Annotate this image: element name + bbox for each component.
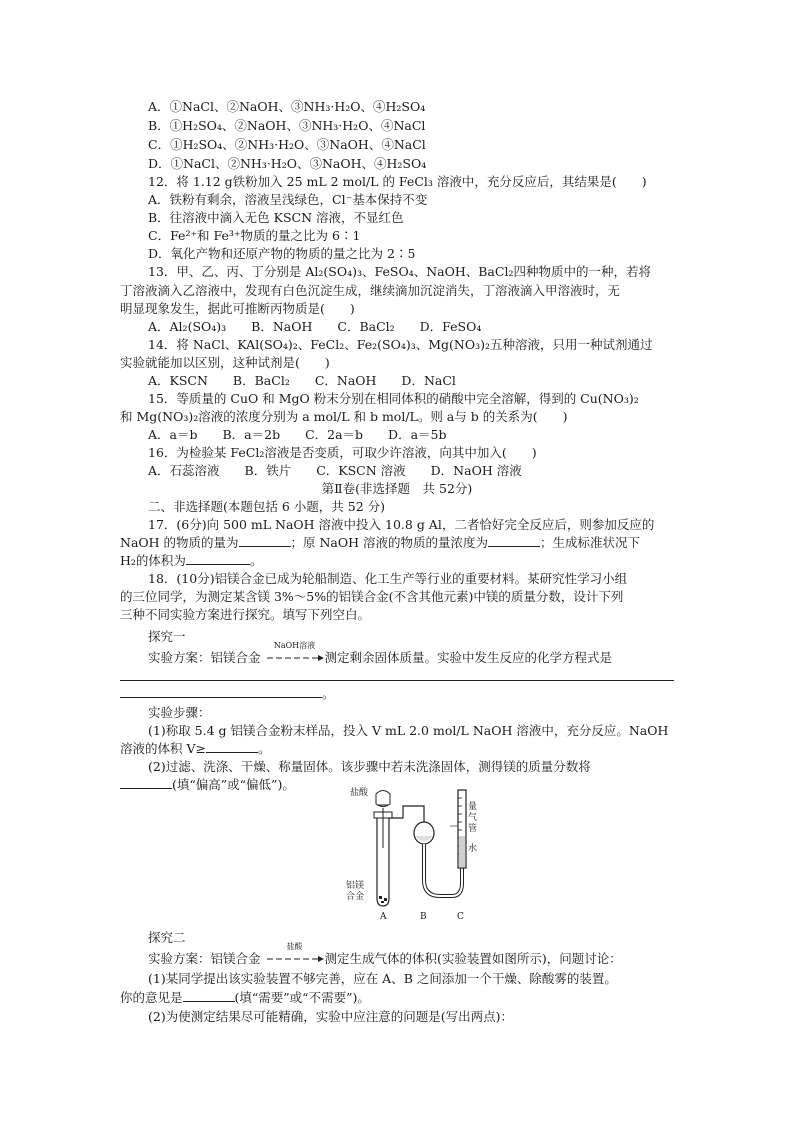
arrow-icon xyxy=(265,654,325,662)
q17-text-a: NaOH 的物质的量为 xyxy=(120,535,239,550)
steps-heading: 实验步骤： xyxy=(148,705,211,720)
q12-option-a: A．铁粉有剩余，溶液呈浅绿色，Cl⁻基本保持不变 xyxy=(148,192,428,207)
answer-blank[interactable] xyxy=(120,776,172,789)
q15-stem-line2: 和 Mg(NO₃)₂溶液的浓度分别为 a mol/L 和 b mol/L。则 a与 b 的关系为( ) xyxy=(120,409,568,424)
label-gas-burette: 量气管 xyxy=(468,802,478,834)
q16-stem: 16．为检验某 FeCl₂溶液是否变质，可取少许溶液，向其中加入( ) xyxy=(148,445,537,460)
label-alloy-line1: 铝镁 xyxy=(346,881,365,891)
explore-one-heading: 探究一 xyxy=(148,629,186,644)
explore-one-answer-end xyxy=(120,684,680,703)
explore-two-heading: 探究二 xyxy=(148,930,186,945)
q15-options: A．a＝b B．a＝2b C．2a＝b D．a＝5b xyxy=(148,427,447,442)
section-title: 第Ⅱ卷(非选择题 共 52分) xyxy=(321,481,473,496)
q18-stem-line2: 的三位同学，为测定某含镁 3%～5%的铝镁合金(不含其他元素)中镁的质量分数，设计下列 xyxy=(120,589,624,604)
answer-blank[interactable] xyxy=(206,740,258,753)
q11-option-a: A．①NaCl、②NaOH、③NH₃·H₂O、④H₂SO₄ xyxy=(148,99,426,114)
q18-stem-line1: 18．(10分)铝镁合金已成为轮船制造、化工生产等行业的重要材料。某研究性学习小组 xyxy=(148,571,628,586)
period: 。 xyxy=(257,741,271,756)
arrow-icon xyxy=(265,955,325,963)
q13-stem-line1: 13．甲、乙、丙、丁分别是 Al₂(SO₄)₃、FeSO₄、NaOH、BaCl₂四种物质中的一种，若将 xyxy=(148,264,651,279)
q14-stem-line1: 14．将 NaCl、KAl(SO₄)₂、FeCl₂、Fe₂(SO₄)₃、Mg(NO₃)₂五种溶液，只用一种试剂通过 xyxy=(148,337,653,352)
q17-text-d: H₂的体积为 xyxy=(120,553,186,568)
discussion-2-line1: (2)为使测定结果尽可能精确，实验中应注意的问题是(写出两点)： xyxy=(148,1009,513,1024)
answer-blank[interactable] xyxy=(186,552,250,565)
label-alloy-line2: 合金 xyxy=(346,892,365,902)
discussion-1-text-b: (填“需要”或“不需要”)。 xyxy=(234,990,370,1005)
answer-line[interactable] xyxy=(120,680,674,681)
step1-line2 xyxy=(120,739,680,758)
answer-blank[interactable] xyxy=(183,989,235,1002)
q18-stem-line3: 三种不同实验方案进行探究。填写下列空白。 xyxy=(120,607,371,622)
q17-text-c: ；生成标准状况下 xyxy=(540,535,641,550)
q11-option-b: B．①H₂SO₄、②NaOH、③NH₃·H₂O、④NaCl xyxy=(148,118,426,133)
q14-stem-line2: 实验就能加以区别，这种试剂是( ) xyxy=(120,355,330,370)
step2-line1: (2)过滤、洗涤、干燥、称量固体。该步骤中若未洗涤固体，测得镁的质量分数将 xyxy=(148,759,591,774)
answer-blank[interactable] xyxy=(120,685,322,698)
q17-stem-line1: 17．(6分)向 500 mL NaOH 溶液中投入 10.8 g Al，二者恰好完全反应后，则参加反应的 xyxy=(148,517,655,532)
reaction-arrow-label: NaOH溶液 xyxy=(273,641,316,650)
discussion-1-line1: (1)某同学提出该实验装置不够完善，应在 A、B 之间添加一个干燥、除酸雾的装置。 xyxy=(148,971,617,986)
reaction-arrow-label: 盐酸 xyxy=(286,942,303,951)
label-water: 水 xyxy=(468,844,478,854)
q15-stem-line1: 15．等质量的 CuO 和 MgO 粉末分别在相同体积的硝酸中完全溶解，得到的 Cu(NO₃)₂ xyxy=(148,391,639,406)
reaction-arrow xyxy=(265,641,325,662)
plan2-text-a: 实验方案：铝镁合金 xyxy=(148,951,261,966)
q12-option-b: B．往溶液中滴入无色 KSCN 溶液，不显红色 xyxy=(148,210,404,225)
label-hydrochloric-acid: 盐酸 xyxy=(350,788,369,798)
label-c: C xyxy=(457,912,464,922)
q17-stem-line3 xyxy=(120,551,680,570)
step1-text: 溶液的体积 V≥ xyxy=(120,741,206,756)
answer-blank[interactable] xyxy=(239,534,291,547)
q12-option-c: C．Fe²⁺和 Fe³⁺物质的量之比为 6∶1 xyxy=(148,228,361,243)
section-intro: 二、非选择题(本题包括 6 小题，共 52 分) xyxy=(148,499,386,514)
answer-blank[interactable] xyxy=(488,534,540,547)
q13-stem-line2: 丁溶液滴入乙溶液中，发现有白色沉淀生成，继续滴加沉淀消失，丁溶液滴入甲溶液时，无 xyxy=(120,283,621,298)
plan-text-a: 实验方案：铝镁合金 xyxy=(148,650,261,665)
plan2-text-b: 测定生成气体的体积(实验装置如图所示)，问题讨论： xyxy=(324,951,622,966)
explore-one-plan xyxy=(148,641,708,667)
q13-options: A．Al₂(SO₄)₃ B．NaOH C．BaCl₂ D．FeSO₄ xyxy=(148,319,482,334)
period: 。 xyxy=(322,686,335,701)
q14-options: A．KSCN B．BaCl₂ C．NaOH D．NaCl xyxy=(148,373,456,388)
apparatus-figure xyxy=(340,788,480,923)
q12-option-d: D．氧化产物和还原产物的物质的量之比为 2∶5 xyxy=(148,246,416,261)
q17-stem-line2 xyxy=(120,533,680,552)
q16-options: A．石蕊溶液 B．铁片 C．KSCN 溶液 D．NaOH 溶液 xyxy=(148,463,522,478)
reaction-arrow xyxy=(265,942,325,963)
label-a: A xyxy=(380,912,387,922)
plan-text-b: 测定剩余固体质量。实验中发生反应的化学方程式是 xyxy=(324,650,613,665)
label-b: B xyxy=(420,912,427,922)
q17-text-b: ；原 NaOH 溶液的物质的量浓度为 xyxy=(290,535,489,550)
discussion-1-text-a: 你的意见是 xyxy=(120,990,183,1005)
step2-text: (填“偏高”或“偏低”)。 xyxy=(172,777,295,792)
q17-text-e: 。 xyxy=(249,553,263,568)
q13-stem-line3: 明显现象发生，据此可推断丙物质是( ) xyxy=(120,301,355,316)
apparatus-diagram xyxy=(340,788,480,923)
q11-option-d: D．①NaCl、②NH₃·H₂O、③NaOH、④H₂SO₄ xyxy=(148,156,427,171)
step1-line1: (1)称取 5.4 g 铝镁合金粉末样品，投入 V mL 2.0 mol/L NaOH 溶液中，充分反应。NaOH xyxy=(148,723,669,738)
q12-stem: 12．将 1.12 g铁粉加入 25 mL 2 mol/L 的 FeCl₃ 溶液中，充分反应后，其结果是( ) xyxy=(148,174,647,189)
discussion-1-line2 xyxy=(120,988,680,1007)
q11-option-c: C．①H₂SO₄、②NH₃·H₂O、③NaOH、④NaCl xyxy=(148,137,426,152)
explore-two-plan xyxy=(148,942,708,968)
